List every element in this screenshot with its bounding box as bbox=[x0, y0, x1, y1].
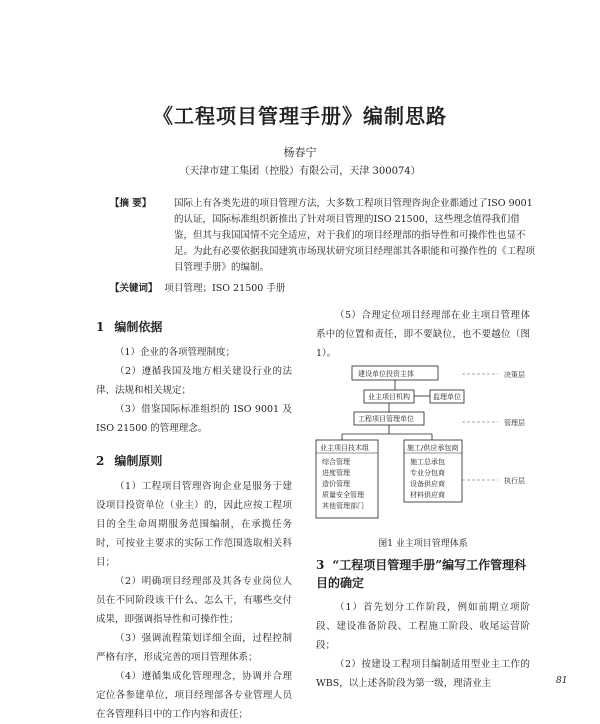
author: 杨春宁 bbox=[283, 146, 317, 159]
abstract-label: 【摘 要】 bbox=[110, 198, 152, 209]
figure-1-diagram bbox=[312, 360, 544, 530]
sec2-item: （1）工程项目管理咨询企业是服务于建设项目投资单位（业主）的，因此应按工程项目的全生命周期服务范围编制，在承揽任务时，可按业主要求的实际工作范围选取相关科目； bbox=[96, 481, 292, 568]
paper-title: 《工程项目管理手册》编制思路 bbox=[153, 104, 447, 128]
right-column-bottom bbox=[316, 598, 530, 693]
section-3-number: 3 bbox=[316, 558, 325, 572]
left-list-item: 其他管理部门 bbox=[322, 502, 364, 510]
abstract-text: 国际上有各类先进的项目管理方法，大多数工程项目管理咨询企业都通过了ISO 9001的认证，国际标准组织新推出了针对项目管理的ISO 21500，这些理念值得我们借鉴，但其与我国国情不完全适应，对于我们的项目经理部的指导性和可操作性也显不足。为此有必要依据我国建筑市场现状研究项目经理部其各职能和可操作性的《工程项目管理手册》的编制。 bbox=[174, 198, 536, 273]
side-label-management: 管理层 bbox=[504, 419, 525, 427]
left-list-item: 进度管理 bbox=[322, 469, 350, 477]
right-column-top bbox=[316, 306, 530, 363]
right-list-item: 专业分包商 bbox=[410, 469, 445, 477]
keywords bbox=[110, 280, 285, 294]
sec2-item: （2）明确项目经理部及其各专业岗位人员在不同阶段该干什么、怎么干，有哪些交付成果，即强调指导性和可操作性； bbox=[96, 576, 292, 625]
section-1-title: 编制依据 bbox=[114, 320, 163, 334]
affiliation: （天津市建工集团（控股）有限公司，天津 300074） bbox=[179, 166, 421, 177]
box-owner-office-label: 业主项目机构 bbox=[368, 393, 410, 401]
box-investor-label: 建设单位投资主体 bbox=[358, 370, 414, 378]
sec3-item: （2）按建设工程项目编制适用型业主工作的 WBS，以上述各阶段为第一级，理清业主 bbox=[316, 659, 530, 689]
section-2-number: 2 bbox=[96, 454, 105, 468]
keywords-text: 项目管理；ISO 21500 手册 bbox=[164, 283, 286, 294]
figure-1-caption: 图1 业主项目管理体系 bbox=[378, 539, 468, 549]
section-3-title: “工程项目管理手册”编写工作管理科目的确定 bbox=[316, 558, 527, 590]
sec1-item: （3）借鉴国际标准组织的 ISO 9001 及 ISO 21500 的管理理念。 bbox=[96, 404, 292, 434]
right-list-item: 施工总承包 bbox=[410, 458, 445, 466]
box-contractor-label: 施工/供应承包商 bbox=[407, 444, 459, 452]
left-column bbox=[96, 318, 292, 724]
sec2-item: （3）强调流程策划详细全面，过程控制严格有序，形成完善的项目管理体系； bbox=[96, 633, 292, 663]
sec1-item: （1）企业的各项管理制度； bbox=[115, 347, 236, 358]
right-list-item: 材料供应商 bbox=[410, 491, 445, 499]
box-pm-unit-label: 工程项目管理单位 bbox=[358, 415, 414, 423]
right-list-item: 设备供应商 bbox=[410, 480, 445, 488]
left-list-item: 造价管理 bbox=[322, 480, 350, 488]
box-owner-tech-label: 业主项目技术组 bbox=[320, 444, 369, 452]
abstract bbox=[110, 196, 538, 276]
sec3-item: （1）首先划分工作阶段，例如前期立项阶段、建设准备阶段、工程施工阶段、收尾运营阶段； bbox=[316, 602, 530, 651]
sec2-item: （4）遵循集成化管理理念，协调并合理定位各参建单位，项目经理部各专业管理人员在各管理科目中的工作内容和责任； bbox=[96, 671, 292, 720]
page-number: 81 bbox=[556, 676, 568, 686]
section-1-heading bbox=[96, 318, 292, 337]
side-label-decision: 决策层 bbox=[504, 371, 525, 379]
left-list-item: 质量安全管理 bbox=[322, 491, 364, 499]
section-1-number: 1 bbox=[96, 320, 105, 334]
keywords-label: 【关键词】 bbox=[110, 283, 158, 294]
section-2-title: 编制原则 bbox=[114, 454, 163, 468]
sec1-item: （2）遵循我国及地方相关建设行业的法律、法规和相关规定； bbox=[96, 366, 292, 396]
left-list-item: 综合管理 bbox=[322, 458, 350, 466]
section-3-heading bbox=[316, 556, 530, 592]
sec2-item-5: （5）合理定位项目经理部在业主项目管理体系中的位置和责任，即不要缺位，也不要越位（图1）。 bbox=[316, 310, 530, 359]
side-label-execution: 执行层 bbox=[504, 477, 525, 485]
section-2-heading bbox=[96, 452, 292, 471]
box-supervision-label: 监理单位 bbox=[433, 393, 461, 401]
